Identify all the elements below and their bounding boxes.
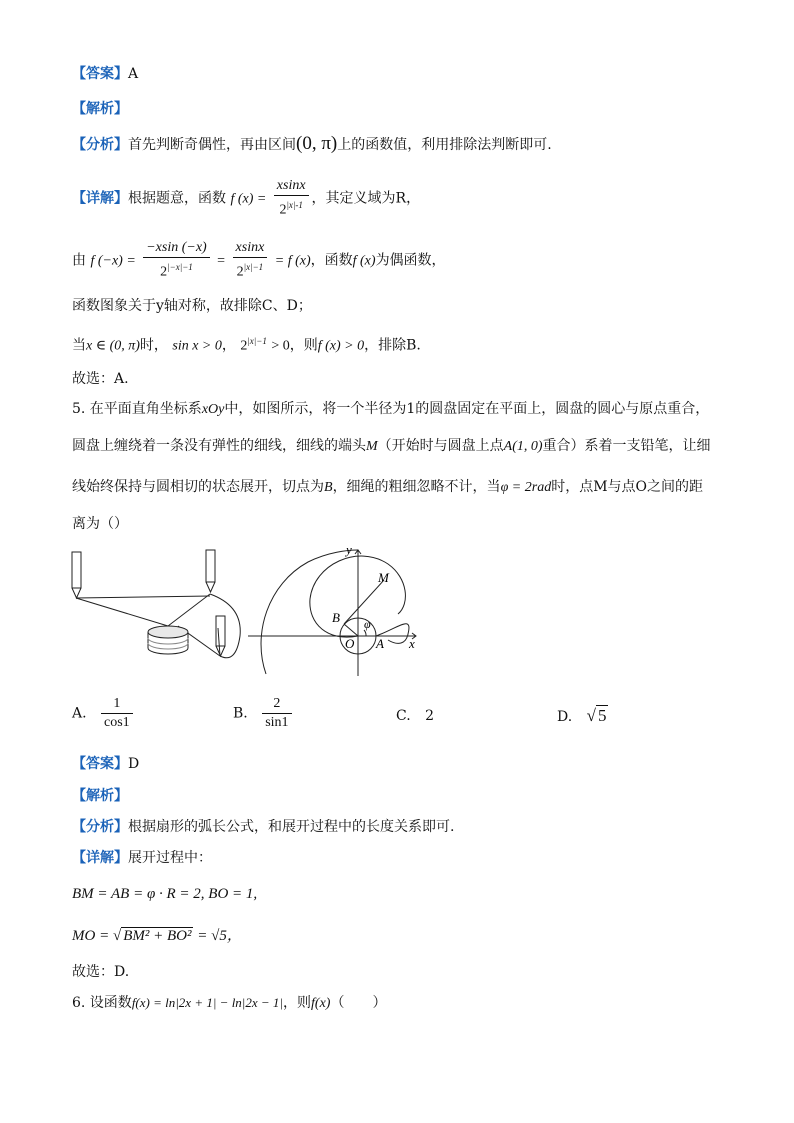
q6-func: f(x) = ln|2x + 1| − ln|2x − 1| [131, 995, 284, 1010]
fenxi-tag: 【分析】 [72, 137, 128, 153]
q5-l3-phi: φ = 2rad [500, 480, 552, 495]
line4-sin: sin x > 0 [172, 338, 222, 354]
fenxi-post: 上的函数值，利用排除法判断即可. [337, 137, 552, 153]
fx2: f (x) [352, 253, 376, 269]
q4-detail [72, 178, 420, 219]
q5-l2-a: A(1, 0) [503, 439, 543, 454]
option-c-value: 2 [425, 708, 435, 724]
q5-l2-pre: 圆盘上缠绕着一条没有弹性的细线，细线的端头 [72, 438, 366, 454]
answer-tag: 【答案】 [72, 66, 128, 82]
involute-diagram [248, 544, 428, 676]
q5-l3-mid: ，细绳的粗细忽略不计，当 [332, 479, 501, 495]
q5-fenxi-tag: 【分析】 [72, 819, 128, 835]
fraction-2-exp: |−x|−1 [167, 262, 193, 272]
option-a-fraction [101, 696, 133, 731]
q5-answer [72, 754, 139, 774]
label-y: y [346, 544, 352, 557]
fraction-1-num: xsinx [274, 178, 309, 196]
q5-analysis-tag: 【解析】 [72, 788, 128, 804]
q4-choice: 故选：A. [72, 371, 129, 387]
fraction-3-den: 2 [236, 264, 244, 280]
line4-gt: > 0 [271, 338, 290, 354]
radius-ob [344, 624, 358, 636]
q4-line2 [72, 240, 446, 281]
q4-answer [72, 64, 138, 84]
line2-mid: ，函数 [310, 252, 353, 269]
q5-equation-2: MO = √ BM² + BO² = √5， [72, 928, 242, 944]
option-d-root: √ [586, 706, 596, 725]
q5-l2-post: 重合）系着一支铅笔，让细 [542, 438, 711, 454]
fraction-3-num: xsinx [233, 240, 268, 258]
equals-fx: = f (x) [274, 253, 311, 269]
line4-pre: 当 [72, 337, 86, 354]
q5-l3-b: B [324, 480, 333, 495]
q5-line2 [72, 436, 711, 457]
q5-detail-tag: 【详解】 [72, 850, 128, 866]
fraction-1-exp: |x|-1 [286, 200, 303, 210]
equals: = [217, 253, 226, 269]
q4-analysis-heading [72, 99, 128, 119]
option-b [233, 696, 295, 731]
q4-fenxi [72, 134, 552, 155]
line4-comma: ， [221, 337, 236, 354]
option-b-den: sin1 [265, 715, 289, 730]
line4-exp-base: 2 [240, 338, 248, 354]
f-negx: f (−x) = [90, 253, 136, 269]
q5-analysis-heading [72, 786, 128, 806]
q4-line3: 函数图象关于y轴对称，故排除C、D； [72, 298, 312, 314]
pencil-disc-illustration [68, 546, 248, 676]
option-d-value: 5 [597, 706, 607, 725]
fx-label: f (x) = [230, 191, 267, 207]
label-x: x [409, 636, 415, 651]
q6-paren: （ ） [330, 995, 387, 1011]
line4-cond: x ∈ (0, π) [86, 338, 140, 354]
q5-equation-1: BM = AB = φ · R = 2, BO = 1, [72, 886, 258, 902]
q5-detail-text: 展开过程中： [128, 850, 212, 866]
label-phi: φ [364, 617, 371, 631]
q5-l3-post: 时，点M与点O之间的距 [551, 479, 704, 495]
analysis-tag: 【解析】 [72, 101, 128, 117]
eq2-post: = √5， [197, 928, 242, 944]
detail-tag: 【详解】 [72, 190, 128, 207]
line4-exp-sup: |x|−1 [247, 336, 267, 346]
q5-l3-pre: 线始终保持与圆相切的状态展开，切点为 [72, 479, 324, 495]
eq2-pre: MO = [72, 928, 110, 944]
option-b-fraction [262, 696, 291, 731]
line2-post: 为偶函数， [375, 252, 446, 269]
fraction-1-den: 2 [279, 202, 287, 218]
q5-l2-m: M [366, 439, 378, 454]
q4-line4 [72, 331, 421, 357]
option-a-num: 1 [101, 696, 133, 714]
fraction-3-exp: |x|−1 [243, 262, 264, 272]
eq2-root: BM² + BO² [123, 928, 192, 944]
label-o: O [345, 636, 355, 651]
option-d-label: D. [557, 709, 573, 725]
fenxi-interval: (0, π) [296, 133, 338, 154]
detail-pre: 根据题意，函数 [128, 190, 226, 207]
fenxi-pre: 首先判断奇偶性，再由区间 [128, 137, 296, 153]
option-c [396, 708, 434, 724]
label-b: B [332, 610, 340, 625]
q6-post: ，则 [283, 995, 312, 1011]
q5-l1-pre: 5. 在平面直角坐标系 [72, 401, 202, 417]
answer-value: A [128, 66, 139, 82]
line4-t: 时， [139, 337, 168, 354]
option-b-label: B. [233, 705, 248, 722]
q5-l2-mid: （开始时与圆盘上点 [377, 438, 504, 454]
q5-line4: 离为（） [72, 516, 128, 532]
option-a [72, 696, 136, 731]
option-d [557, 706, 608, 726]
fraction-2 [143, 240, 209, 281]
q5-fenxi [72, 817, 454, 837]
q5-answer-value: D [128, 756, 140, 772]
q5-line1 [72, 399, 709, 420]
option-b-num: 2 [262, 696, 291, 714]
q6-pre: 6. 设函数 [72, 995, 132, 1011]
option-a-den: cos1 [104, 715, 130, 730]
option-a-label: A. [72, 705, 87, 722]
line2-pre: 由 [72, 252, 86, 269]
q5-l1-post: 中，如图所示，将一个半径为1的圆盘固定在平面上，圆盘的圆心与原点重合， [224, 401, 710, 417]
q5-detail [72, 848, 212, 868]
option-c-label: C. [396, 708, 411, 724]
fraction-1 [274, 178, 309, 219]
q5-answer-tag: 【答案】 [72, 756, 128, 772]
q5-fenxi-text: 根据扇形的弧长公式，和展开过程中的长度关系即可. [128, 819, 455, 835]
q6-fx: f(x) [311, 996, 331, 1011]
q5-line3 [72, 477, 703, 498]
line4-fx: f (x) > 0 [317, 338, 365, 354]
involute-large [261, 550, 358, 674]
label-m: M [378, 570, 389, 585]
fraction-2-num: −xsin (−x) [143, 240, 209, 258]
q6-stem [72, 993, 386, 1014]
detail-post: ，其定义域为R， [311, 190, 421, 207]
line4-post: ，排除B. [364, 337, 421, 354]
line4-then: ，则 [289, 337, 318, 354]
label-a: A [376, 636, 384, 651]
fraction-2-den: 2 [160, 264, 168, 280]
fraction-3 [233, 240, 268, 281]
q5-choice: 故选：D. [72, 964, 130, 980]
q5-xoy: xOy [201, 402, 225, 417]
